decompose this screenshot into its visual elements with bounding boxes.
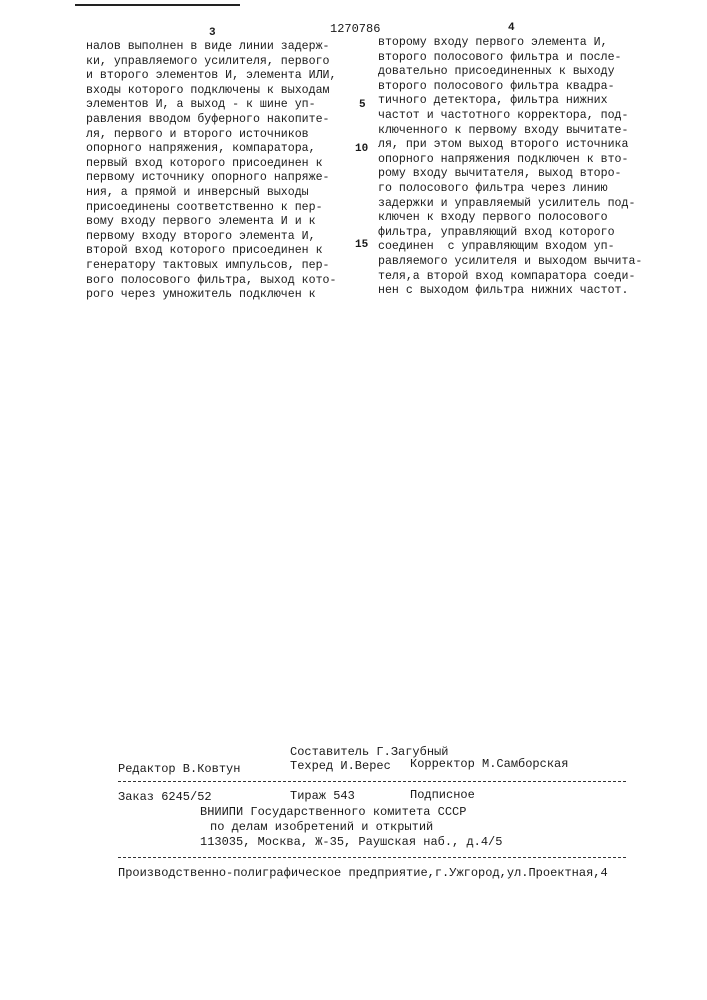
page-number-right: 4 [508,22,515,34]
text-line: налов выполнен в виде линии задерж- [86,40,336,55]
text-line: первому источнику опорного напряже- [86,171,336,186]
text-line: вого полосового фильтра, выход кото- [86,274,336,289]
text-line: го полосового фильтра через линию [378,182,642,197]
text-line: тичного детектора, фильтра нижних [378,94,642,109]
printer: Производственно-полиграфическое предприятие,г.Ужгород,ул.Проектная,4 [118,866,608,880]
text-line: и второго элементов И, элемента ИЛИ, [86,69,336,84]
text-line: теля,а второй вход компаратора соеди- [378,270,642,285]
text-line: второму входу первого элемента И, [378,36,642,51]
left-column [86,40,336,303]
text-line: элементов И, а выход - к шине уп- [86,98,336,113]
text-line: ключенного к первому входу вычитате- [378,124,642,139]
divider [118,781,626,782]
divider [118,857,626,858]
page-number-left: 3 [209,27,216,39]
top-rule [75,4,240,6]
compiler: Составитель Г.Загубный [290,745,448,759]
right-column [378,36,642,299]
text-line: второй вход которого присоединен к [86,244,336,259]
text-line: ки, управляемого усилителя, первого [86,55,336,70]
text-line: входы которого подключены к выходам [86,84,336,99]
order: Заказ 6245/52 [118,790,212,804]
line-number-15: 15 [355,239,368,251]
patent-number: 1270786 [330,22,380,36]
subscription: Подписное [410,788,475,802]
circulation: Тираж 543 [290,789,355,803]
text-line: второго полосового фильтра и после- [378,51,642,66]
text-line: частот и частотного корректора, под- [378,109,642,124]
text-line: ния, а прямой и инверсный выходы [86,186,336,201]
text-line: ля, при этом выход второго источника [378,138,642,153]
text-line: присоединены соответственно к пер- [86,201,336,216]
text-line: довательно присоединенных к выходу [378,65,642,80]
text-line: рому входу вычитателя, выход второ- [378,167,642,182]
text-line: вому входу первого элемента И и к [86,215,336,230]
corrector: Корректор М.Самборская [410,757,568,771]
text-line: опорного напряжения подключен к вто- [378,153,642,168]
techred: Техред И.Верес [290,759,391,773]
org-address: 113035, Москва, Ж-35, Раушская наб., д.4/5 [200,835,502,849]
text-line: нен с выходом фильтра нижних частот. [378,284,642,299]
text-line: рого через умножитель подключен к [86,288,336,303]
org-line-2: по делам изобретений и открытий [210,820,433,834]
text-line: соединен с управляющим входом уп- [378,240,642,255]
text-line: равления вводом буферного накопите- [86,113,336,128]
text-line: первый вход которого присоединен к [86,157,336,172]
text-line: задержки и управляемый усилитель под- [378,197,642,212]
text-line: равляемого усилителя и выходом вычита- [378,255,642,270]
text-line: опорного напряжения, компаратора, [86,142,336,157]
text-line: ля, первого и второго источников [86,128,336,143]
line-number-5: 5 [359,99,366,111]
org-line-1: ВНИИПИ Государственного комитета СССР [200,805,466,819]
text-line: ключен к входу первого полосового [378,211,642,226]
text-line: второго полосового фильтра квадра- [378,80,642,95]
line-number-10: 10 [355,143,368,155]
text-line: фильтра, управляющий вход которого [378,226,642,241]
text-line: первому входу второго элемента И, [86,230,336,245]
text-line: генератору тактовых импульсов, пер- [86,259,336,274]
editor: Редактор В.Ковтун [118,762,240,776]
